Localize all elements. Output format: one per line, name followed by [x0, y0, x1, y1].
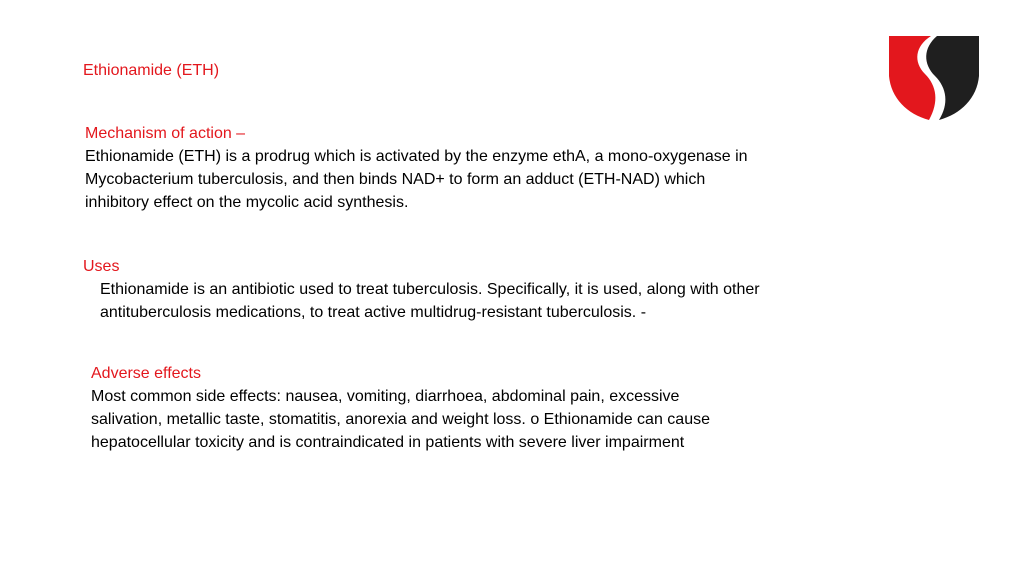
uses-text: Ethionamide is an antibiotic used to treat tuberculosis. Specifically, it is used, along with other antituberculosis medications, to treat active multidrug-resistant tuberculosis. -	[100, 281, 760, 321]
shield-s-logo-icon	[885, 32, 981, 124]
mechanism-text: Ethionamide (ETH) is a prodrug which is activated by the enzyme ethA, a mono-oxygenase in Mycobacterium tuberculosis, and then binds NAD+ to form an adduct (ETH-NAD) which inhibitory effect on the mycolic acid synthesis.	[85, 148, 748, 211]
adverse-effects-section	[91, 362, 811, 454]
uses-heading: Uses	[83, 258, 120, 275]
page-title: Ethionamide (ETH)	[83, 62, 220, 79]
adverse-effects-heading: Adverse effects	[91, 365, 201, 382]
uses-section	[83, 255, 863, 324]
mechanism-section	[85, 122, 845, 214]
adverse-effects-text: Most common side effects: nausea, vomiting, diarrhoea, abdominal pain, excessive salivation, metallic taste, stomatitis, anorexia and weight loss. o Ethionamide can cause hepatocellular toxicity and is contraindicated in patients with severe liver impairment	[91, 388, 710, 451]
mechanism-heading: Mechanism of action –	[85, 125, 246, 142]
